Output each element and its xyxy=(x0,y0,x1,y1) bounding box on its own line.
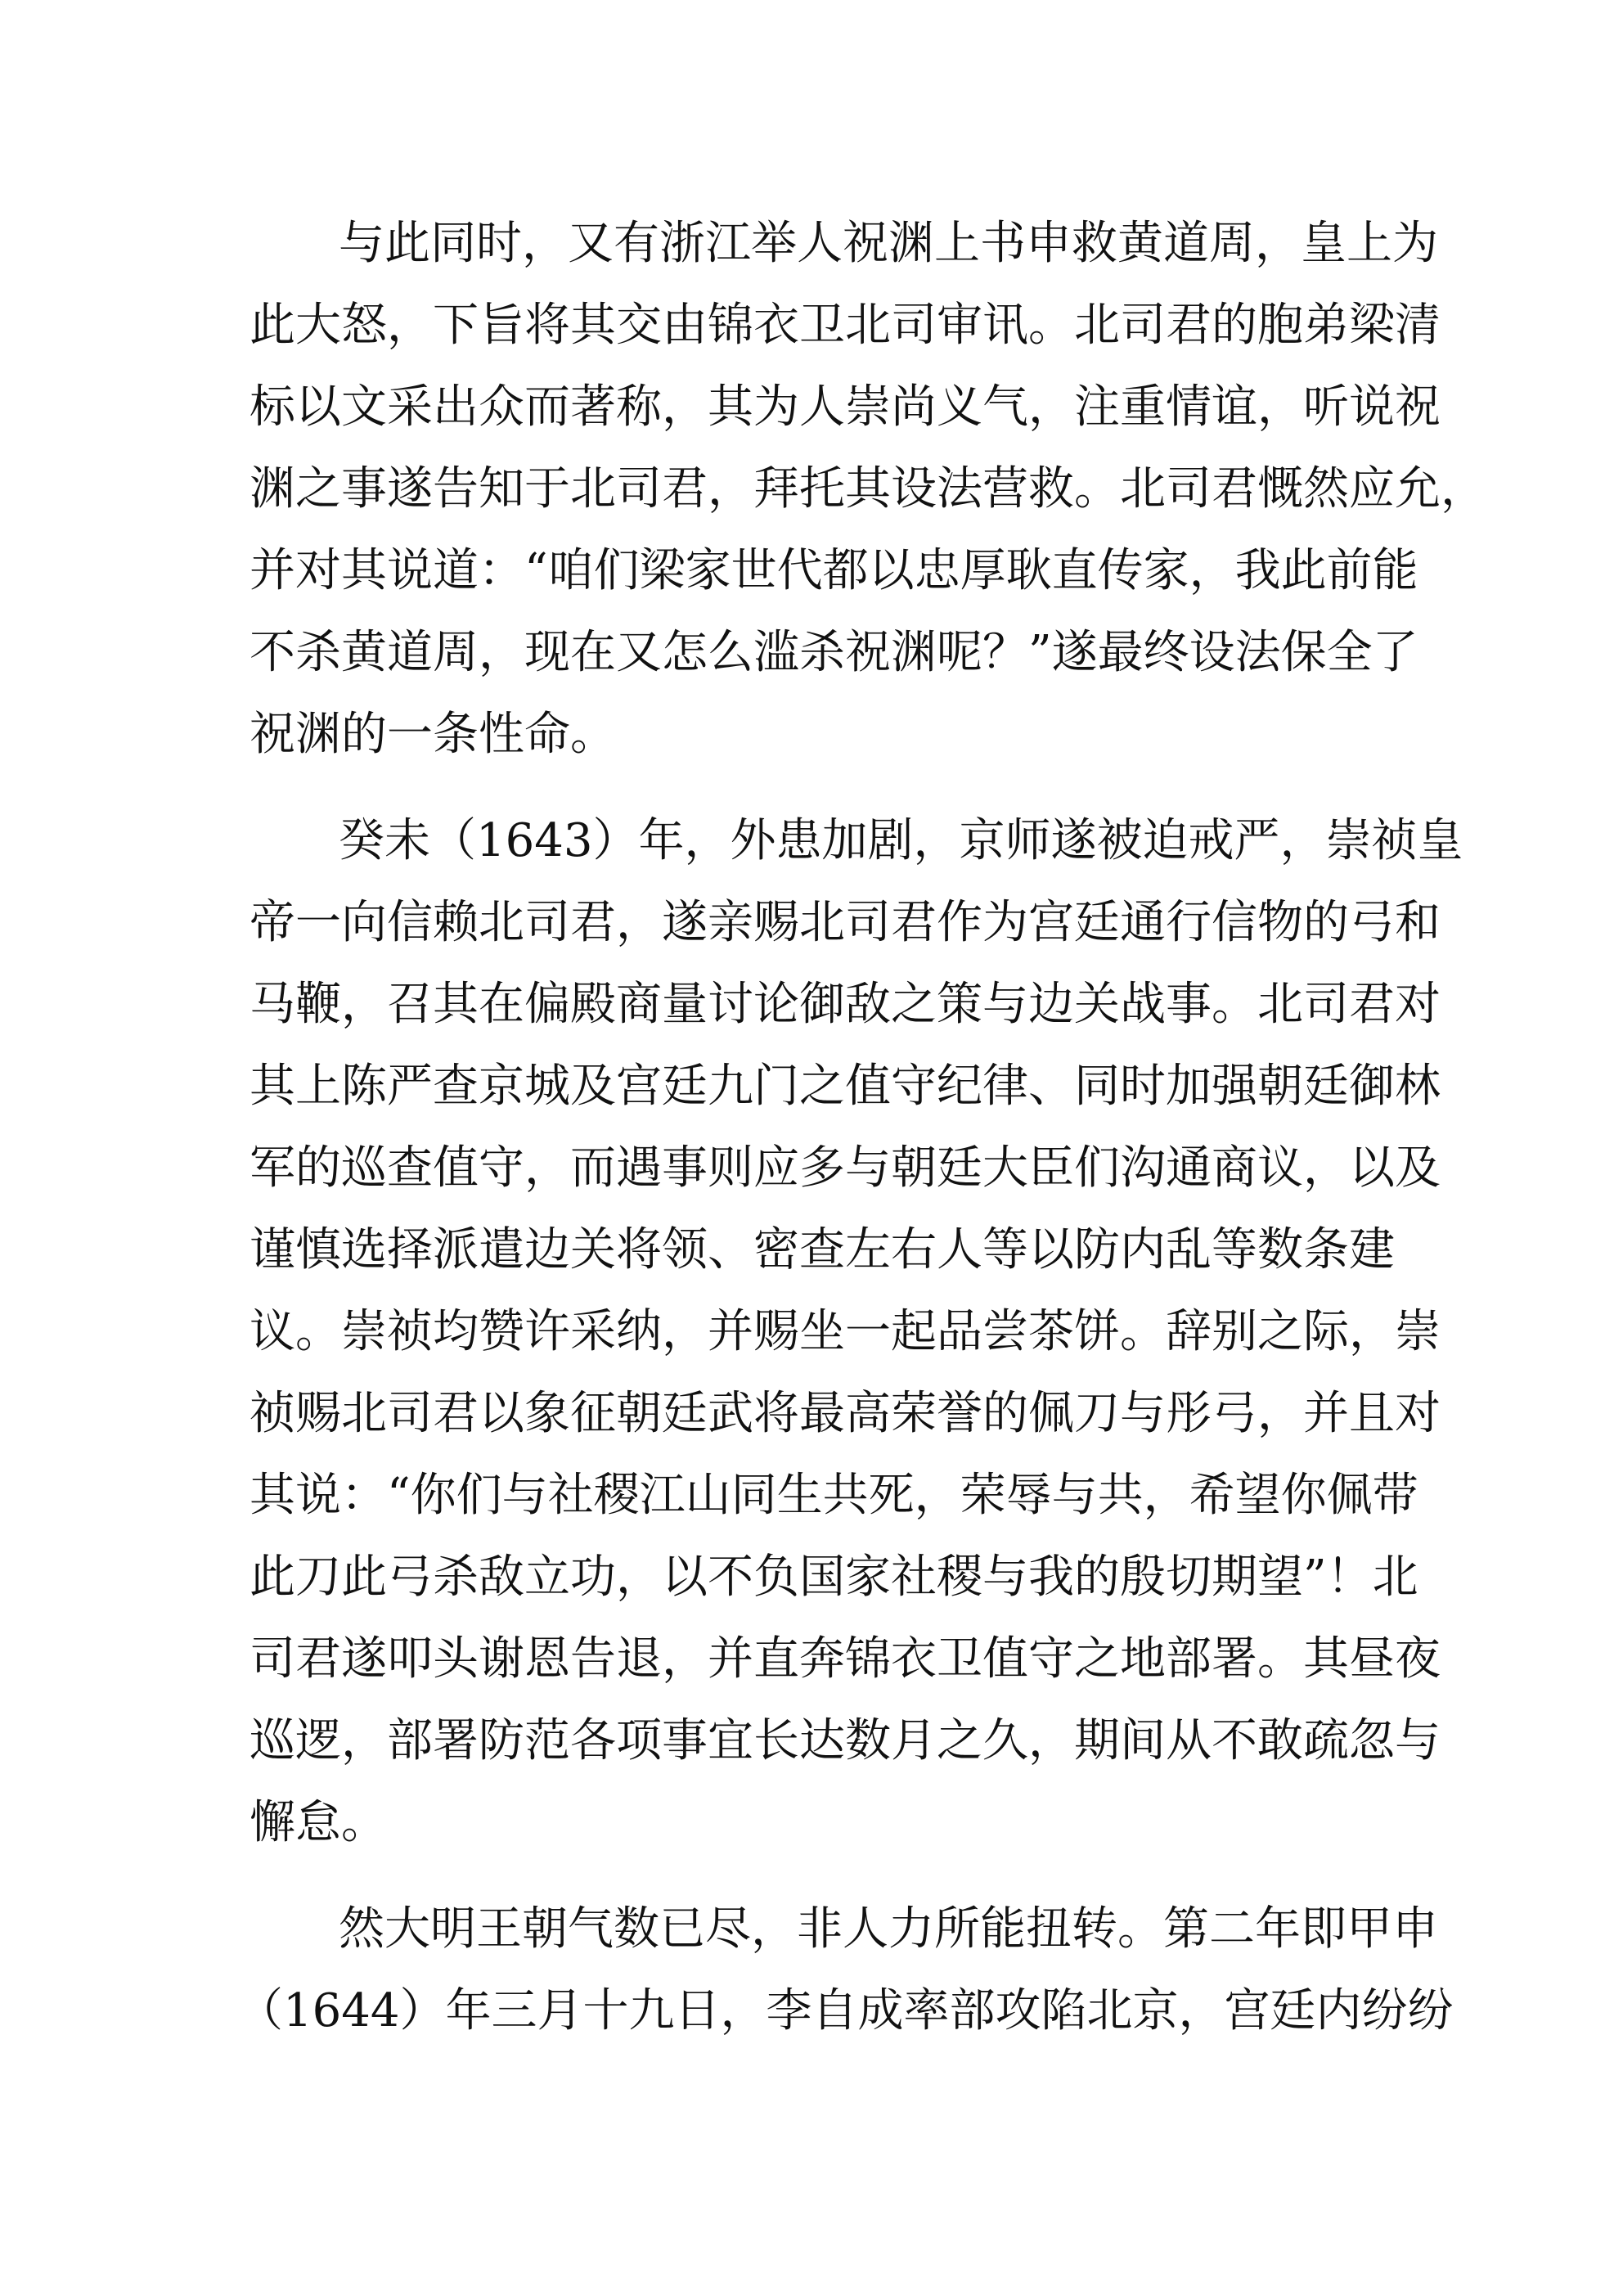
text-line: 并对其说道：“咱们梁家世代都以忠厚耿直传家，我此前能 xyxy=(250,544,1418,597)
text-line: 谨慎选择派遣边关将领、密查左右人等以防内乱等数条建 xyxy=(250,1223,1395,1276)
text-line: 祯赐北司君以象征朝廷武将最高荣誉的佩刀与彤弓，并且对 xyxy=(250,1387,1441,1440)
text-line: 标以文采出众而著称，其为人崇尚义气，注重情谊，听说祝 xyxy=(250,380,1441,434)
text-line: 其说：“你们与社稷江山同生共死，荣辱与共，希望你佩带 xyxy=(250,1469,1418,1522)
text-line: 军的巡查值守，而遇事则应多与朝廷大臣们沟通商议，以及 xyxy=(250,1141,1441,1195)
text-line: 帝一向信赖北司君，遂亲赐北司君作为宫廷通行信物的弓和 xyxy=(250,896,1441,949)
text-line: 司君遂叩头谢恩告退，并直奔锦衣卫值守之地部署。其昼夜 xyxy=(250,1632,1441,1686)
text-line: 此刀此弓杀敌立功，以不负国家社稷与我的殷切期望”！北 xyxy=(250,1551,1418,1604)
text-line: 此大怒，下旨将其交由锦衣卫北司审讯。北司君的胞弟梁清 xyxy=(250,299,1441,352)
text-line: 议。崇祯均赞许采纳，并赐坐一起品尝茶饼。辞别之际，崇 xyxy=(250,1305,1441,1358)
text-line: 癸未（1643）年，外患加剧，京师遂被迫戒严，崇祯皇 xyxy=(339,814,1463,867)
text-line: （1644）年三月十九日，李自成率部攻陷北京，宫廷内纷纷 xyxy=(237,1984,1454,2037)
text-line: 与此同时，又有浙江举人祝渊上书申救黄道周，皇上为 xyxy=(339,217,1438,270)
text-line: 渊之事遂告知于北司君，拜托其设法营救。北司君慨然应允， xyxy=(250,462,1486,515)
text-line: 懈怠。 xyxy=(250,1796,387,1849)
text-line: 然大明王朝气数已尽，非人力所能扭转。第二年即甲申 xyxy=(339,1902,1438,1956)
text-line: 马鞭，召其在偏殿商量讨论御敌之策与边关战事。北司君对 xyxy=(250,978,1441,1031)
text-line: 其上陈严查京城及宫廷九门之值守纪律、同时加强朝廷御林 xyxy=(250,1060,1441,1113)
text-line: 祝渊的一条性命。 xyxy=(250,708,616,761)
text-line: 不杀黄道周，现在又怎么滥杀祝渊呢？”遂最终设法保全了 xyxy=(250,626,1418,679)
text-line: 巡逻，部署防范各项事宜长达数月之久，期间从不敢疏忽与 xyxy=(250,1714,1441,1767)
